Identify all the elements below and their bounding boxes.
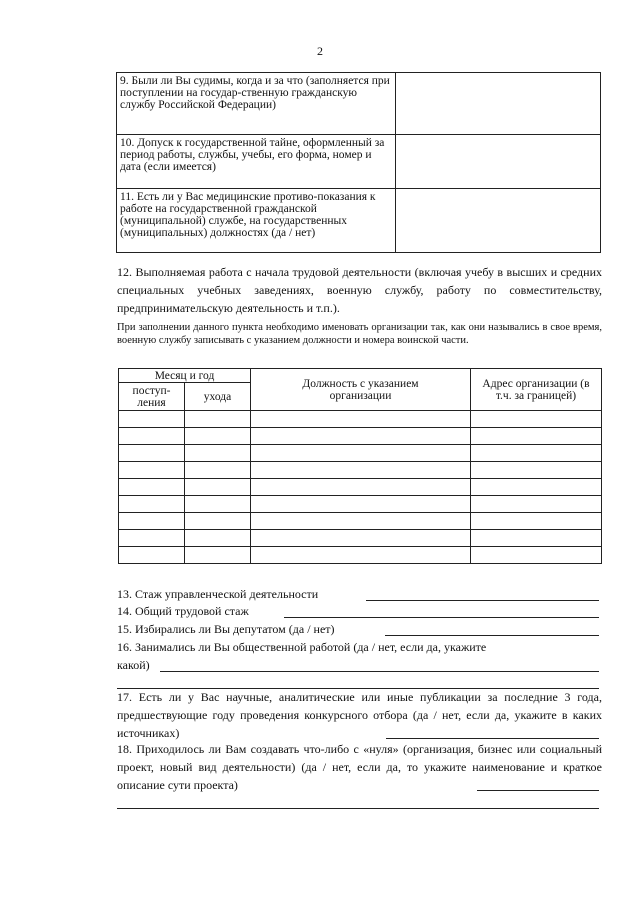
item-15-label: 15. Избирались ли Вы депутатом (да / нет) (117, 622, 335, 636)
position-cell[interactable] (251, 428, 471, 445)
table-row (119, 547, 602, 564)
start-cell[interactable] (119, 479, 185, 496)
start-cell[interactable] (119, 547, 185, 564)
address-cell[interactable] (471, 530, 602, 547)
start-cell[interactable] (119, 428, 185, 445)
answer-10-field[interactable] (396, 135, 601, 189)
start-cell[interactable] (119, 445, 185, 462)
address-cell[interactable] (471, 479, 602, 496)
position-cell[interactable] (251, 530, 471, 547)
start-cell[interactable] (119, 513, 185, 530)
end-cell[interactable] (185, 462, 251, 479)
start-cell[interactable] (119, 411, 185, 428)
end-cell[interactable] (185, 445, 251, 462)
item-14-field[interactable] (284, 617, 599, 618)
header-end: ухода (185, 383, 251, 411)
answer-9-field[interactable] (396, 73, 601, 135)
item-13-label: 13. Стаж управленческой деятельности (117, 587, 319, 601)
item-18-field[interactable] (477, 790, 599, 791)
header-address: Адрес организации (в т.ч. за границей) (471, 369, 602, 411)
end-cell[interactable] (185, 547, 251, 564)
start-cell[interactable] (119, 530, 185, 547)
table-row (119, 445, 602, 462)
section-12-note: При заполнении данного пункта необходимо именовать организации так, как они назывались в свое время, военную службу записывать с указанием должности и номера воинской части. (117, 322, 602, 346)
address-cell[interactable] (471, 462, 602, 479)
item-18-label: 18. Приходилось ли Вам создавать что-либо с «нуля» (организация, бизнес или социальный проект, новый вид деятельности) (да / нет, если да, то укажите наименование и краткое описание сути проекта) (117, 742, 602, 792)
question-9: 9. Были ли Вы судимы, когда и за что (заполняется при поступлении на государ-ственную гражданскую службу Российской Федерации) (117, 73, 396, 135)
end-cell[interactable] (185, 411, 251, 428)
table-row (119, 496, 602, 513)
end-cell[interactable] (185, 479, 251, 496)
address-cell[interactable] (471, 513, 602, 530)
table-row (119, 428, 602, 445)
work-history-table (118, 368, 602, 564)
item-17-field[interactable] (386, 738, 599, 739)
position-cell[interactable] (251, 547, 471, 564)
position-cell[interactable] (251, 462, 471, 479)
item-15-field[interactable] (385, 635, 599, 636)
start-cell[interactable] (119, 462, 185, 479)
table-row (119, 479, 602, 496)
item-14-label: 14. Общий трудовой стаж (117, 604, 249, 618)
header-start: поступ-ления (119, 383, 185, 411)
header-position: Должность с указанием организации (251, 369, 471, 411)
address-cell[interactable] (471, 411, 602, 428)
address-cell[interactable] (471, 428, 602, 445)
end-cell[interactable] (185, 428, 251, 445)
end-cell[interactable] (185, 496, 251, 513)
item-18-field-line2[interactable] (117, 808, 599, 809)
address-cell[interactable] (471, 547, 602, 564)
end-cell[interactable] (185, 530, 251, 547)
item-16-label-cont: какой) (117, 658, 150, 672)
position-cell[interactable] (251, 411, 471, 428)
question-10: 10. Допуск к государственной тайне, оформленный за период работы, службы, учебы, его форма, номер и дата (если имеется) (117, 135, 396, 189)
position-cell[interactable] (251, 496, 471, 513)
table-row (119, 462, 602, 479)
address-cell[interactable] (471, 496, 602, 513)
position-cell[interactable] (251, 479, 471, 496)
table-row (119, 411, 602, 428)
address-cell[interactable] (471, 445, 602, 462)
start-cell[interactable] (119, 496, 185, 513)
table-row (119, 530, 602, 547)
position-cell[interactable] (251, 445, 471, 462)
header-month-year: Месяц и год (119, 369, 251, 383)
question-11: 11. Есть ли у Вас медицинские противо-показания к работе на государственной гражданской (муниципальной) службе, на государственных (муниципальных) должностях (да / нет) (117, 189, 396, 253)
item-16-label: 16. Занимались ли Вы общественной работой (да / нет, если да, укажите (117, 640, 487, 654)
item-13-field[interactable] (366, 600, 599, 601)
table-row (119, 513, 602, 530)
item-16-field[interactable] (160, 671, 599, 672)
page-number: 2 (317, 44, 323, 58)
questions-table (116, 72, 601, 253)
end-cell[interactable] (185, 513, 251, 530)
position-cell[interactable] (251, 513, 471, 530)
item-17-label: 17. Есть ли у Вас научные, аналитические или иные публикации за последние 3 года, предшествующие году проведения конкурсного отбора (да / нет, если да, укажите в каких источниках) (117, 690, 602, 740)
answer-11-field[interactable] (396, 189, 601, 253)
section-12-heading: 12. Выполняемая работа с начала трудовой деятельности (включая учебу в высших и средних специальных учебных заведениях, военную службу, работу по совместительству, предпринимательскую деятельность и т.п.). (117, 265, 602, 315)
